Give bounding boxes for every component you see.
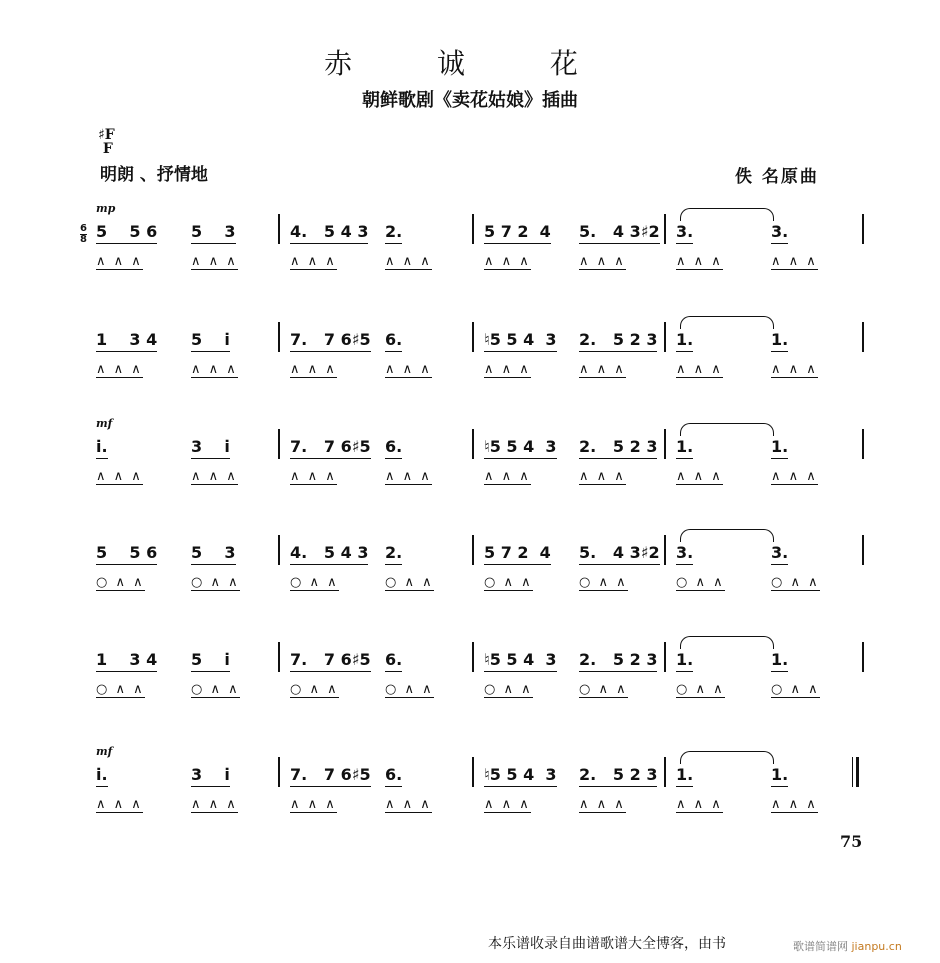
song-title: 赤 诚 花 — [324, 47, 616, 80]
note-group: 5 3 — [191, 543, 236, 565]
accent-marks: ∧ ∧ ∧ — [385, 797, 432, 812]
note-group: ♮5 5 4 3 — [484, 650, 557, 672]
measure — [676, 650, 866, 720]
measure — [96, 765, 286, 835]
measure — [290, 650, 480, 720]
bar-line — [278, 214, 280, 244]
note-group: 1. — [771, 765, 788, 787]
note-group: 6. — [385, 765, 402, 787]
note-group: 3. — [676, 543, 693, 565]
accent-marks: ∧ ∧ ∧ — [290, 254, 337, 269]
bar-line — [472, 214, 474, 244]
accent-marks: ○ ∧ ∧ — [290, 575, 339, 590]
measure — [676, 330, 866, 400]
measure — [290, 765, 480, 835]
note-group: 1. — [676, 437, 693, 459]
accent-marks: ∧ ∧ ∧ — [96, 254, 143, 269]
note-group: 7. 7 6♯5 — [290, 765, 371, 787]
final-bar-line — [852, 757, 859, 787]
bar-line — [278, 429, 280, 459]
accent-marks: ∧ ∧ ∧ — [676, 254, 723, 269]
note-group: 2. 5 2 3 — [579, 650, 657, 672]
accent-marks: ∧ ∧ ∧ — [484, 254, 531, 269]
accent-marks: ∧ ∧ ∧ — [191, 254, 238, 269]
accent-marks: ∧ ∧ ∧ — [290, 797, 337, 812]
staff-row — [0, 543, 940, 623]
measure — [96, 437, 286, 507]
accent-marks: ○ ∧ ∧ — [676, 682, 725, 697]
note-group: 5. 4 3♯2 — [579, 543, 660, 565]
bar-line — [278, 642, 280, 672]
accent-marks: ∧ ∧ ∧ — [385, 469, 432, 484]
time-signature: 6 8 — [80, 223, 87, 245]
bar-line — [862, 535, 864, 565]
accent-marks: ∧ ∧ ∧ — [676, 362, 723, 377]
bar-line — [664, 757, 666, 787]
bar-line — [278, 757, 280, 787]
bar-line — [862, 642, 864, 672]
note-group: 1. — [771, 330, 788, 352]
accent-marks: ∧ ∧ ∧ — [484, 469, 531, 484]
staff-row — [0, 417, 940, 517]
bar-line — [472, 642, 474, 672]
note-group: i̇. — [96, 437, 108, 459]
bar-line — [664, 214, 666, 244]
measure — [290, 543, 480, 613]
bar-line — [472, 535, 474, 565]
composer: 佚 名原曲 — [735, 167, 819, 187]
bar-line — [664, 535, 666, 565]
measure — [676, 765, 866, 835]
accent-marks: ○ ∧ ∧ — [96, 575, 145, 590]
accent-marks: ○ ∧ ∧ — [771, 575, 820, 590]
accent-marks: ∧ ∧ ∧ — [579, 797, 626, 812]
accent-marks: ○ ∧ ∧ — [385, 575, 434, 590]
accent-marks: ∧ ∧ ∧ — [290, 362, 337, 377]
accent-marks: ○ ∧ ∧ — [385, 682, 434, 697]
staff-row — [0, 650, 940, 730]
accent-marks: ○ ∧ ∧ — [676, 575, 725, 590]
tempo-marking: 明朗 、抒情地 — [100, 165, 208, 185]
accent-marks: ∧ ∧ ∧ — [771, 469, 818, 484]
measure — [290, 222, 480, 292]
note-group: 1. — [676, 650, 693, 672]
dynamic-marking: mf — [96, 417, 113, 430]
accent-marks: ○ ∧ ∧ — [771, 682, 820, 697]
tie-slur — [680, 423, 774, 436]
tie-slur — [680, 636, 774, 649]
bar-line — [862, 429, 864, 459]
note-group: 5 i̇ — [191, 330, 230, 352]
note-group: 6. — [385, 330, 402, 352]
footer-note: 本乐谱收录自曲谱歌谱大全博客，由书 — [488, 936, 726, 952]
bar-line — [862, 214, 864, 244]
note-group: 5 7 2 4 — [484, 222, 551, 244]
note-group: 3. — [771, 543, 788, 565]
accent-marks: ○ ∧ ∧ — [579, 682, 628, 697]
measure — [290, 437, 480, 507]
tie-slur — [680, 316, 774, 329]
measure — [484, 543, 674, 613]
accent-marks: ∧ ∧ ∧ — [771, 362, 818, 377]
measure — [96, 650, 286, 720]
bar-line — [472, 429, 474, 459]
note-group: ♮5 5 4 3 — [484, 330, 557, 352]
note-group: 3. — [771, 222, 788, 244]
accent-marks: ∧ ∧ ∧ — [96, 469, 143, 484]
accent-marks: ○ ∧ ∧ — [191, 575, 240, 590]
accent-marks: ○ ∧ ∧ — [579, 575, 628, 590]
tie-slur — [680, 751, 774, 764]
accent-marks: ∧ ∧ ∧ — [385, 254, 432, 269]
bar-line — [278, 322, 280, 352]
note-group: 3 i̇ — [191, 437, 230, 459]
measure — [96, 222, 286, 292]
accent-marks: ∧ ∧ ∧ — [191, 797, 238, 812]
note-group: 1. — [771, 650, 788, 672]
note-group: 5 i̇ — [191, 650, 230, 672]
accent-marks: ∧ ∧ ∧ — [191, 362, 238, 377]
note-group: 7. 7 6♯5 — [290, 437, 371, 459]
note-group: 6. — [385, 437, 402, 459]
accent-marks: ∧ ∧ ∧ — [290, 469, 337, 484]
song-subtitle: 朝鲜歌剧《卖花姑娘》插曲 — [362, 90, 578, 111]
accent-marks: ∧ ∧ ∧ — [96, 797, 143, 812]
note-group: 5. 4 3♯2 — [579, 222, 660, 244]
note-group: 2. 5 2 3 — [579, 330, 657, 352]
note-group: i̇. — [96, 765, 108, 787]
measure — [484, 437, 674, 507]
measure — [676, 222, 866, 292]
measure — [676, 543, 866, 613]
note-group: 5 5 6 — [96, 543, 157, 565]
note-group: 4. 5 4 3 — [290, 222, 368, 244]
bar-line — [664, 322, 666, 352]
bar-line — [472, 757, 474, 787]
accent-marks: ∧ ∧ ∧ — [484, 362, 531, 377]
measure — [484, 765, 674, 835]
accent-marks: ∧ ∧ ∧ — [96, 362, 143, 377]
note-group: 2. 5 2 3 — [579, 437, 657, 459]
accent-marks: ∧ ∧ ∧ — [771, 254, 818, 269]
accent-marks: ∧ ∧ ∧ — [579, 254, 626, 269]
note-group: ♮5 5 4 3 — [484, 437, 557, 459]
accent-marks: ∧ ∧ ∧ — [484, 797, 531, 812]
note-group: 2. 5 2 3 — [579, 765, 657, 787]
key-signature: ♯F F — [98, 127, 115, 157]
accent-marks: ∧ ∧ ∧ — [771, 797, 818, 812]
note-group: 7. 7 6♯5 — [290, 330, 371, 352]
staff-row — [0, 330, 940, 410]
measure — [290, 330, 480, 400]
note-group: 5 3 — [191, 222, 236, 244]
note-group: 1 3 4 — [96, 330, 157, 352]
accent-marks: ○ ∧ ∧ — [96, 682, 145, 697]
measure — [676, 437, 866, 507]
note-group: 3 i̇ — [191, 765, 230, 787]
measure — [96, 543, 286, 613]
accent-marks: ∧ ∧ ∧ — [191, 469, 238, 484]
accent-marks: ∧ ∧ ∧ — [579, 469, 626, 484]
note-group: 5 5 6 — [96, 222, 157, 244]
accent-marks: ∧ ∧ ∧ — [676, 469, 723, 484]
bar-line — [664, 642, 666, 672]
note-group: 1. — [771, 437, 788, 459]
accent-marks: ∧ ∧ ∧ — [676, 797, 723, 812]
tie-slur — [680, 529, 774, 542]
note-group: 1. — [676, 330, 693, 352]
tie-slur — [680, 208, 774, 221]
accent-marks: ○ ∧ ∧ — [290, 682, 339, 697]
note-group: 2. — [385, 543, 402, 565]
dynamic-marking: mp — [96, 202, 116, 215]
note-group: 2. — [385, 222, 402, 244]
note-group: 6. — [385, 650, 402, 672]
measure — [484, 330, 674, 400]
bar-line — [472, 322, 474, 352]
accent-marks: ○ ∧ ∧ — [484, 575, 533, 590]
note-group: 1 3 4 — [96, 650, 157, 672]
bar-line — [664, 429, 666, 459]
measure — [484, 650, 674, 720]
accent-marks: ○ ∧ ∧ — [484, 682, 533, 697]
dynamic-marking: mf — [96, 745, 113, 758]
note-group: 5 7 2 4 — [484, 543, 551, 565]
measure — [96, 330, 286, 400]
watermark: 歌谱简谱网 jianpu.cn — [793, 940, 902, 953]
note-group: 4. 5 4 3 — [290, 543, 368, 565]
page-number: 75 — [840, 832, 863, 851]
measure — [484, 222, 674, 292]
bar-line — [862, 322, 864, 352]
staff-row — [0, 202, 940, 302]
accent-marks: ∧ ∧ ∧ — [579, 362, 626, 377]
note-group: 1. — [676, 765, 693, 787]
accent-marks: ○ ∧ ∧ — [191, 682, 240, 697]
accent-marks: ∧ ∧ ∧ — [385, 362, 432, 377]
staff-row — [0, 745, 940, 845]
note-group: ♮5 5 4 3 — [484, 765, 557, 787]
note-group: 3. — [676, 222, 693, 244]
note-group: 7. 7 6♯5 — [290, 650, 371, 672]
bar-line — [278, 535, 280, 565]
